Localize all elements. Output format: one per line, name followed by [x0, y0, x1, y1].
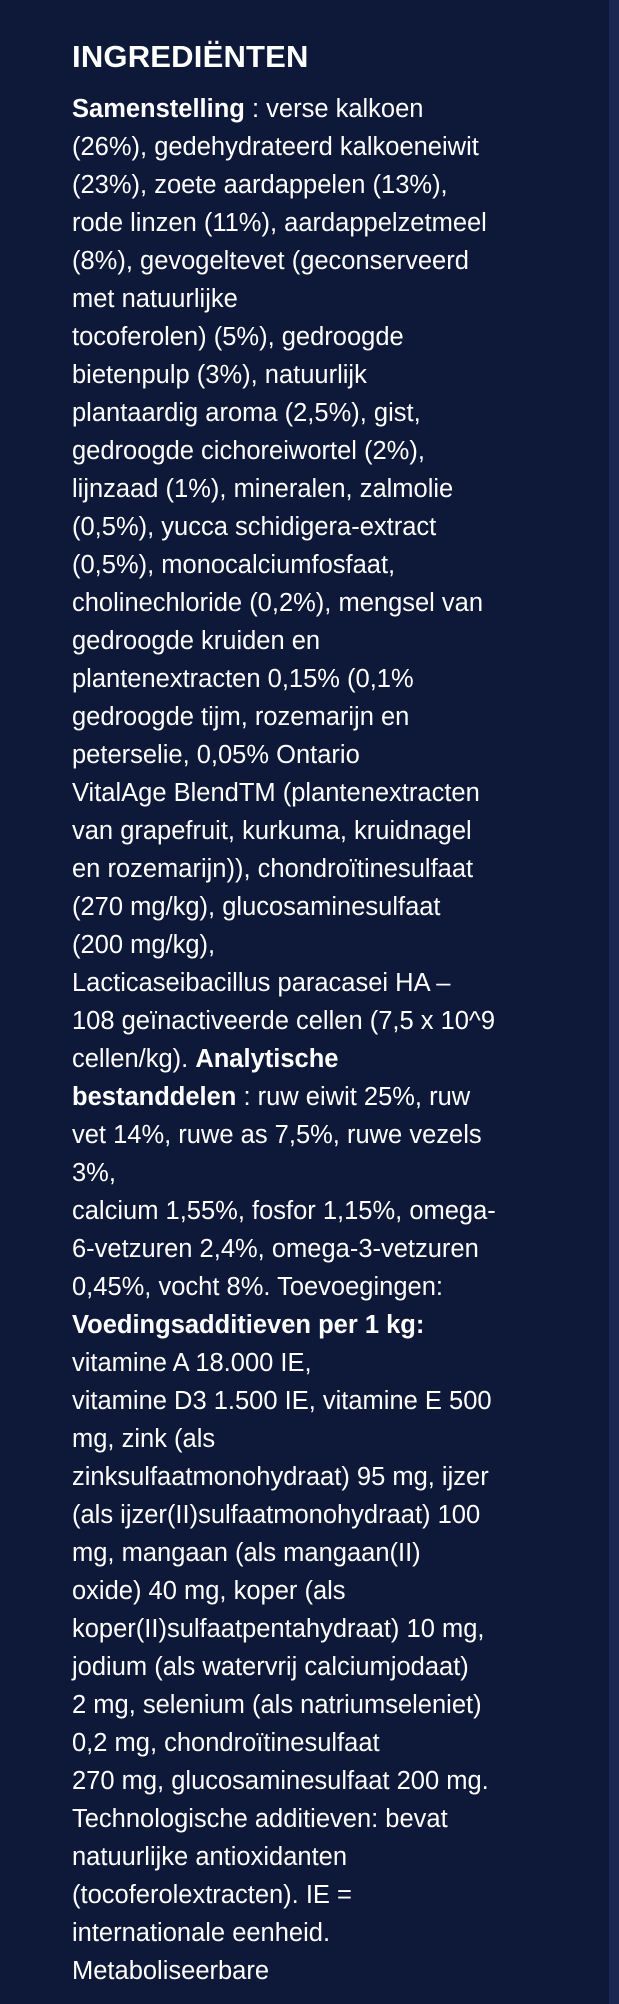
ingredients-text-run: jodium (als watervrij calciumjodaat) [72, 1653, 469, 1681]
ingredients-text-run: (tocoferolextracten). IE = [72, 1881, 352, 1909]
ingredients-line [72, 318, 552, 356]
ingredients-text-run: Lacticaseibacillus paracasei HA – [72, 969, 451, 997]
ingredients-line [72, 584, 552, 622]
ingredients-line [72, 1078, 552, 1116]
ingredients-line [72, 508, 552, 546]
ingredients-line [72, 356, 552, 394]
ingredients-text-run: 2 mg, selenium (als natriumseleniet) [72, 1691, 482, 1719]
ingredients-text-run: (0,5%), yucca schidigera-extract [72, 513, 437, 541]
ingredients-text-run: mg, zink (als [72, 1425, 216, 1453]
ingredients-text [72, 90, 552, 1990]
ingredients-line [72, 1344, 552, 1382]
ingredients-text-run: met natuurlijke [72, 285, 238, 313]
ingredients-text-run: tocoferolen) (5%), gedroogde [72, 323, 404, 351]
ingredients-text-run: koper(II)sulfaatpentahydraat) 10 mg, [72, 1615, 485, 1643]
ingredients-line [72, 1040, 552, 1078]
ingredients-text-run: 108 geïnactiveerde cellen (7,5 x 10^9 [72, 1007, 496, 1035]
ingredients-text-run: oxide) 40 mg, koper (als [72, 1577, 346, 1605]
ingredients-text-run: 3%, [72, 1159, 116, 1187]
ingredients-text-run: : ruw eiwit 25%, ruw [236, 1083, 471, 1111]
ingredients-text-run: 6-vetzuren 2,4%, omega-3-vetzuren [72, 1235, 479, 1263]
ingredients-text-run: lijnzaad (1%), mineralen, zalmolie [72, 475, 454, 503]
ingredients-text-run: VitalAge BlendTM (plantenextracten [72, 779, 480, 807]
ingredients-line [72, 1192, 552, 1230]
ingredients-line [72, 1534, 552, 1572]
ingredients-line [72, 1914, 552, 1952]
ingredients-line [72, 1610, 552, 1648]
ingredients-text-run: calcium 1,55%, fosfor 1,15%, omega- [72, 1197, 496, 1225]
ingredients-text-run: 0,45%, vocht 8%. Toevoegingen: [72, 1273, 443, 1301]
ingredients-text-run: (als ijzer(II)sulfaatmonohydraat) 100 [72, 1501, 481, 1529]
ingredients-line [72, 1002, 552, 1040]
ingredients-text-run: bietenpulp (3%), natuurlijk [72, 361, 367, 389]
ingredients-text-run: : verse kalkoen [244, 95, 424, 123]
ingredients-text-run: 0,2 mg, chondroïtinesulfaat [72, 1729, 380, 1757]
ingredients-text-run: gedroogde cichoreiwortel (2%), [72, 437, 425, 465]
ingredients-text-run: vitamine D3 1.500 IE, vitamine E 500 [72, 1387, 492, 1415]
ingredients-line [72, 546, 552, 584]
ingredients-line [72, 850, 552, 888]
ingredients-text-run: peterselie, 0,05% Ontario [72, 741, 360, 769]
ingredients-text-run: gedroogde kruiden en [72, 627, 321, 655]
ingredients-line [72, 926, 552, 964]
ingredients-line [72, 1952, 552, 1990]
ingredients-text-run: zinksulfaatmonohydraat) 95 mg, ijzer [72, 1463, 489, 1491]
ingredients-line [72, 394, 552, 432]
ingredients-line [72, 1116, 552, 1154]
ingredients-line [72, 1306, 552, 1344]
ingredients-text-run: rode linzen (11%), aardappelzetmeel [72, 209, 487, 237]
ingredients-text-run: (23%), zoete aardappelen (13%), [72, 171, 448, 199]
ingredients-text-run: vet 14%, ruwe as 7,5%, ruwe vezels [72, 1121, 482, 1149]
bold-label: Analytische [195, 1045, 339, 1073]
bold-label: bestanddelen [72, 1083, 237, 1111]
ingredients-line [72, 660, 552, 698]
ingredients-line [72, 736, 552, 774]
ingredients-text-run: (270 mg/kg), glucosaminesulfaat [72, 893, 441, 921]
ingredients-text-run: vitamine A 18.000 IE, [72, 1349, 312, 1377]
ingredients-line [72, 1572, 552, 1610]
bold-label: Samenstelling [72, 95, 245, 123]
ingredients-text-run: (8%), gevogeltevet (geconserveerd [72, 247, 469, 275]
ingredients-text-run: (200 mg/kg), [72, 931, 216, 959]
ingredients-line [72, 166, 552, 204]
ingredients-line [72, 1876, 552, 1914]
ingredients-text-run: gedroogde tijm, rozemarijn en [72, 703, 410, 731]
section-heading: INGREDIËNTEN [72, 39, 309, 74]
ingredients-text-run: (0,5%), monocalciumfosfaat, [72, 551, 396, 579]
ingredients-line [72, 1838, 552, 1876]
ingredients-line [72, 774, 552, 812]
ingredients-text-run: cellen/kg). [72, 1045, 196, 1073]
ingredients-text-run: van grapefruit, kurkuma, kruidnagel [72, 817, 472, 845]
ingredients-text-run: natuurlijke antioxidanten [72, 1843, 348, 1871]
ingredients-text-run: 270 mg, glucosaminesulfaat 200 mg. [72, 1767, 489, 1795]
ingredients-line [72, 204, 552, 242]
ingredients-line [72, 1762, 552, 1800]
ingredients-line [72, 470, 552, 508]
ingredients-section [72, 34, 552, 1990]
ingredients-line [72, 280, 552, 318]
ingredients-text-run: plantenextracten 0,15% (0,1% [72, 665, 414, 693]
ingredients-line [72, 1420, 552, 1458]
ingredients-text-run: cholinechloride (0,2%), mengsel van [72, 589, 484, 617]
ingredients-line [72, 242, 552, 280]
ingredients-line [72, 432, 552, 470]
ingredients-text-run: (26%), gedehydrateerd kalkoeneiwit [72, 133, 479, 161]
ingredients-line [72, 90, 552, 128]
ingredients-line [72, 1382, 552, 1420]
ingredients-line [72, 1458, 552, 1496]
ingredients-line [72, 1686, 552, 1724]
ingredients-line [72, 1154, 552, 1192]
right-edge-strip [609, 0, 619, 2004]
ingredients-line [72, 1648, 552, 1686]
ingredients-line [72, 1496, 552, 1534]
ingredients-text-run: plantaardig aroma (2,5%), gist, [72, 399, 421, 427]
ingredients-text-run: en rozemarijn)), chondroïtinesulfaat [72, 855, 474, 883]
ingredients-line [72, 812, 552, 850]
ingredients-line [72, 128, 552, 166]
ingredients-line [72, 698, 552, 736]
ingredients-line [72, 1800, 552, 1838]
bold-label: Voedingsadditieven per 1 kg: [72, 1311, 425, 1339]
ingredients-line [72, 1230, 552, 1268]
ingredients-line [72, 888, 552, 926]
ingredients-line [72, 964, 552, 1002]
ingredients-line [72, 622, 552, 660]
ingredients-text-run: internationale eenheid. [72, 1919, 331, 1947]
ingredients-text-run: mg, mangaan (als mangaan(II) [72, 1539, 421, 1567]
ingredients-text-run: Metaboliseerbare [72, 1957, 270, 1985]
ingredients-text-run: Technologische additieven: bevat [72, 1805, 448, 1833]
ingredients-line [72, 1268, 552, 1306]
ingredients-line [72, 1724, 552, 1762]
